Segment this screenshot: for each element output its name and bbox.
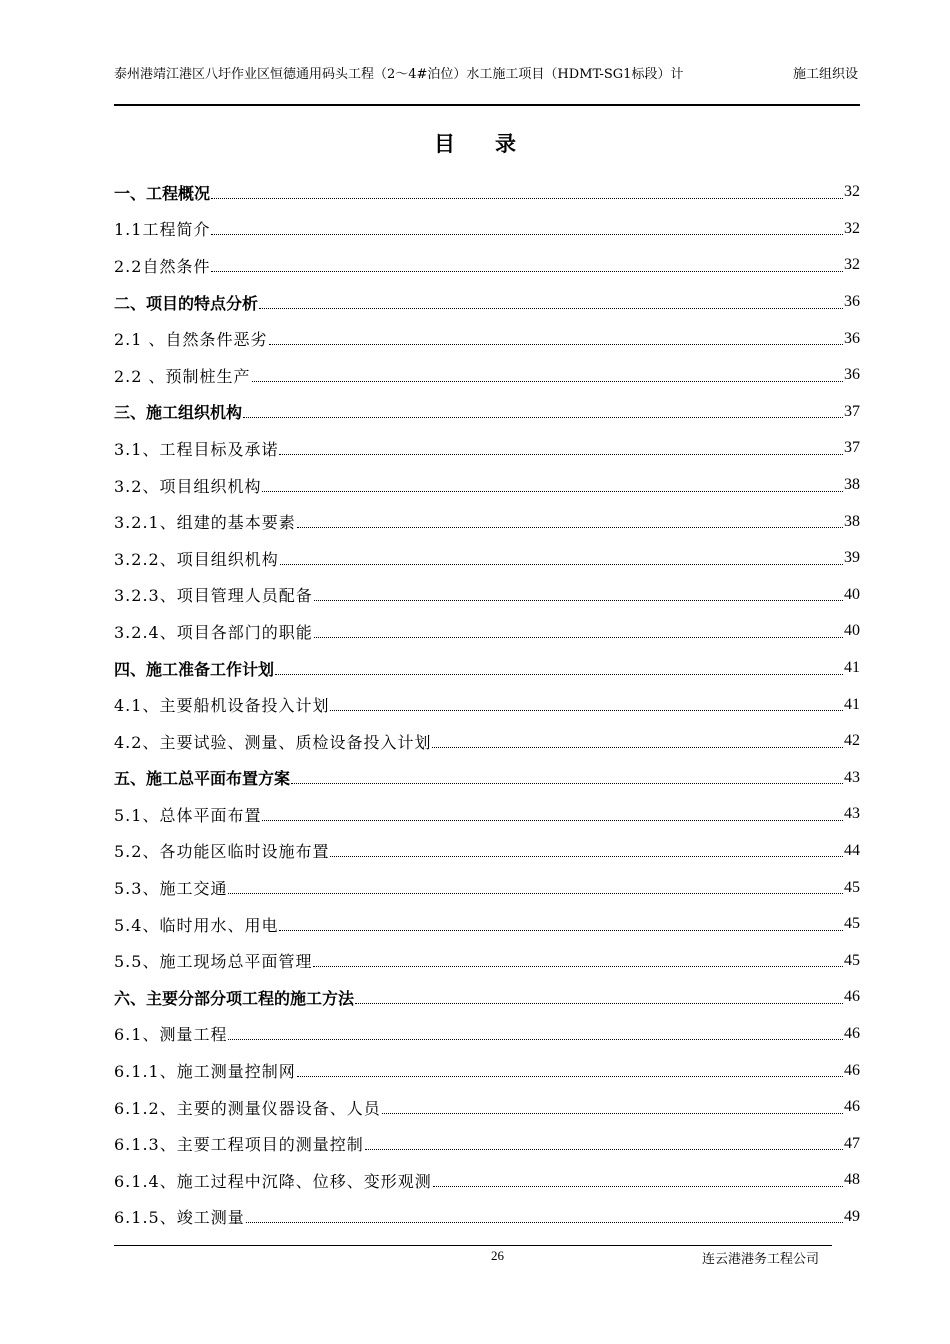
toc-entry-page: 42 <box>844 732 860 750</box>
toc-entry-page: 46 <box>844 988 860 1006</box>
toc-entry-page: 46 <box>844 1098 860 1116</box>
toc-entry[interactable] <box>114 394 860 431</box>
toc-entry-page: 41 <box>844 695 860 713</box>
toc-dot-leader <box>280 564 843 565</box>
toc-entry[interactable] <box>114 357 860 394</box>
toc-entry[interactable] <box>114 1016 860 1053</box>
toc-entry-label: 5.5、施工现场总平面管理 <box>114 952 313 972</box>
toc-entry[interactable] <box>114 1089 860 1126</box>
toc-entry-page: 36 <box>844 366 860 384</box>
toc-dot-leader <box>262 491 843 492</box>
toc-entry[interactable] <box>114 979 860 1016</box>
toc-dot-leader <box>382 1113 843 1114</box>
toc-dot-leader <box>297 527 843 528</box>
toc-entry[interactable] <box>114 577 860 614</box>
toc-entry[interactable] <box>114 906 860 943</box>
toc-entry[interactable] <box>114 174 860 211</box>
toc-entry-page: 40 <box>844 585 860 603</box>
toc-entry-label: 2.2 、预制桩生产 <box>114 366 251 386</box>
toc-entry-label: 5.4、临时用水、用电 <box>114 915 279 935</box>
toc-entry-page: 47 <box>844 1134 860 1152</box>
toc-heading: 目录 <box>434 131 556 156</box>
toc-dot-leader <box>269 344 843 345</box>
toc-entry-label: 二、项目的特点分析 <box>114 293 259 313</box>
toc-entry[interactable] <box>114 540 860 577</box>
toc-dot-leader <box>228 893 843 894</box>
toc-entry[interactable] <box>114 211 860 248</box>
toc-entry-label: 6.1.3、主要工程项目的测量控制 <box>114 1135 364 1155</box>
toc-entry-label: 6.1、测量工程 <box>114 1025 228 1045</box>
toc-entry-label: 1.1工程简介 <box>114 220 211 240</box>
toc-entry-label: 四、施工准备工作计划 <box>114 659 275 679</box>
toc-entry-label: 3.2、项目组织机构 <box>114 476 262 496</box>
toc-entry-page: 49 <box>844 1207 860 1225</box>
toc-entry[interactable] <box>114 1125 860 1162</box>
toc-entry-page: 43 <box>844 805 860 823</box>
toc-entry-page: 41 <box>844 659 860 677</box>
toc-entry-page: 36 <box>844 293 860 311</box>
toc-entry[interactable] <box>114 869 860 906</box>
toc-dot-leader <box>262 820 843 821</box>
toc-dot-leader <box>211 234 843 235</box>
toc-dot-leader <box>279 454 843 455</box>
toc-dot-leader <box>355 1003 843 1004</box>
toc-entry[interactable] <box>114 1052 860 1089</box>
toc-entry-page: 43 <box>844 768 860 786</box>
toc-entry-label: 5.3、施工交通 <box>114 879 228 899</box>
toc-entry[interactable] <box>114 320 860 357</box>
toc-entry[interactable] <box>114 723 860 760</box>
toc-entry-page: 37 <box>844 402 860 420</box>
toc-entry-page: 32 <box>844 183 860 201</box>
toc-dot-leader <box>314 600 843 601</box>
toc-entry-label: 3.2.4、项目各部门的职能 <box>114 622 313 642</box>
toc-entry-label: 3.2.1、组建的基本要素 <box>114 513 296 533</box>
toc-entry-label: 一、工程概况 <box>114 183 211 203</box>
toc-entry[interactable] <box>114 503 860 540</box>
toc-entry[interactable] <box>114 1199 860 1236</box>
page-header <box>114 66 860 106</box>
toc-entry-label: 4.2、主要试验、测量、质检设备投入计划 <box>114 732 432 752</box>
toc-entry-label: 6.1.1、施工测量控制网 <box>114 1062 296 1082</box>
footer-company-name: 连云港港务工程公司 <box>702 1252 820 1267</box>
toc-entry-page: 32 <box>844 219 860 237</box>
header-project-title: 泰州港靖江港区八圩作业区恒德通用码头工程（2～4#泊位）水工施工项目（HDMT-SG1标段）计 <box>114 67 684 82</box>
toc-entry-page: 46 <box>844 1061 860 1079</box>
toc-entry-page: 38 <box>844 476 860 494</box>
toc-entry-label: 五、施工总平面布置方案 <box>114 769 291 789</box>
toc-entry-label: 6.1.5、竣工测量 <box>114 1208 245 1228</box>
toc-entry[interactable] <box>114 942 860 979</box>
toc-dot-leader <box>275 674 843 675</box>
toc-entry-page: 38 <box>844 512 860 530</box>
toc-dot-leader <box>433 1186 843 1187</box>
table-of-contents <box>114 174 860 1235</box>
toc-dot-leader <box>297 1076 843 1077</box>
toc-dot-leader <box>279 930 843 931</box>
toc-dot-leader <box>259 308 843 309</box>
toc-entry-page: 32 <box>844 256 860 274</box>
toc-dot-leader <box>291 783 843 784</box>
toc-entry-page: 39 <box>844 549 860 567</box>
toc-entry-label: 5.1、总体平面布置 <box>114 805 262 825</box>
toc-entry-page: 40 <box>844 622 860 640</box>
footer-divider <box>114 1245 832 1246</box>
toc-dot-leader <box>228 1039 843 1040</box>
toc-entry[interactable] <box>114 467 860 504</box>
toc-entry-label: 6.1.2、主要的测量仪器设备、人员 <box>114 1098 381 1118</box>
toc-entry-page: 44 <box>844 841 860 859</box>
toc-entry-label: 3.2.2、项目组织机构 <box>114 549 279 569</box>
toc-entry[interactable] <box>114 247 860 284</box>
toc-dot-leader <box>252 381 843 382</box>
toc-entry-page: 37 <box>844 439 860 457</box>
toc-dot-leader <box>314 637 843 638</box>
toc-dot-leader <box>330 856 843 857</box>
toc-entry[interactable] <box>114 430 860 467</box>
toc-entry-page: 45 <box>844 878 860 896</box>
toc-entry-label: 2.2自然条件 <box>114 256 211 276</box>
toc-entry-label: 6.1.4、施工过程中沉降、位移、变形观测 <box>114 1171 432 1191</box>
toc-dot-leader <box>432 747 843 748</box>
toc-entry-label: 三、施工组织机构 <box>114 403 243 423</box>
toc-entry[interactable] <box>114 284 860 321</box>
toc-dot-leader <box>211 271 843 272</box>
toc-entry-label: 3.1、工程目标及承诺 <box>114 439 279 459</box>
header-doc-type: 施工组织设 <box>792 67 858 82</box>
toc-entry-page: 46 <box>844 1024 860 1042</box>
toc-entry-label: 2.1 、自然条件恶劣 <box>114 330 268 350</box>
footer-page-number: 26 <box>491 1248 504 1263</box>
toc-dot-leader <box>330 710 843 711</box>
toc-dot-leader <box>313 966 843 967</box>
toc-entry-page: 45 <box>844 915 860 933</box>
toc-entry[interactable] <box>114 1162 860 1199</box>
toc-entry-page: 36 <box>844 329 860 347</box>
toc-entry-page: 45 <box>844 951 860 969</box>
toc-dot-leader <box>365 1149 843 1150</box>
toc-entry-label: 3.2.3、项目管理人员配备 <box>114 586 313 606</box>
toc-entry[interactable] <box>114 833 860 870</box>
toc-entry-label: 5.2、各功能区临时设施布置 <box>114 842 330 862</box>
toc-dot-leader <box>243 417 843 418</box>
toc-entry-label: 4.1、主要船机设备投入计划 <box>114 696 330 716</box>
toc-entry-label: 六、主要分部分项工程的施工方法 <box>114 988 355 1008</box>
toc-entry[interactable] <box>114 796 860 833</box>
toc-entry[interactable] <box>114 613 860 650</box>
toc-entry[interactable] <box>114 650 860 687</box>
toc-dot-leader <box>211 198 843 199</box>
toc-entry[interactable] <box>114 686 860 723</box>
toc-entry[interactable] <box>114 760 860 797</box>
toc-dot-leader <box>246 1222 843 1223</box>
toc-entry-page: 48 <box>844 1171 860 1189</box>
